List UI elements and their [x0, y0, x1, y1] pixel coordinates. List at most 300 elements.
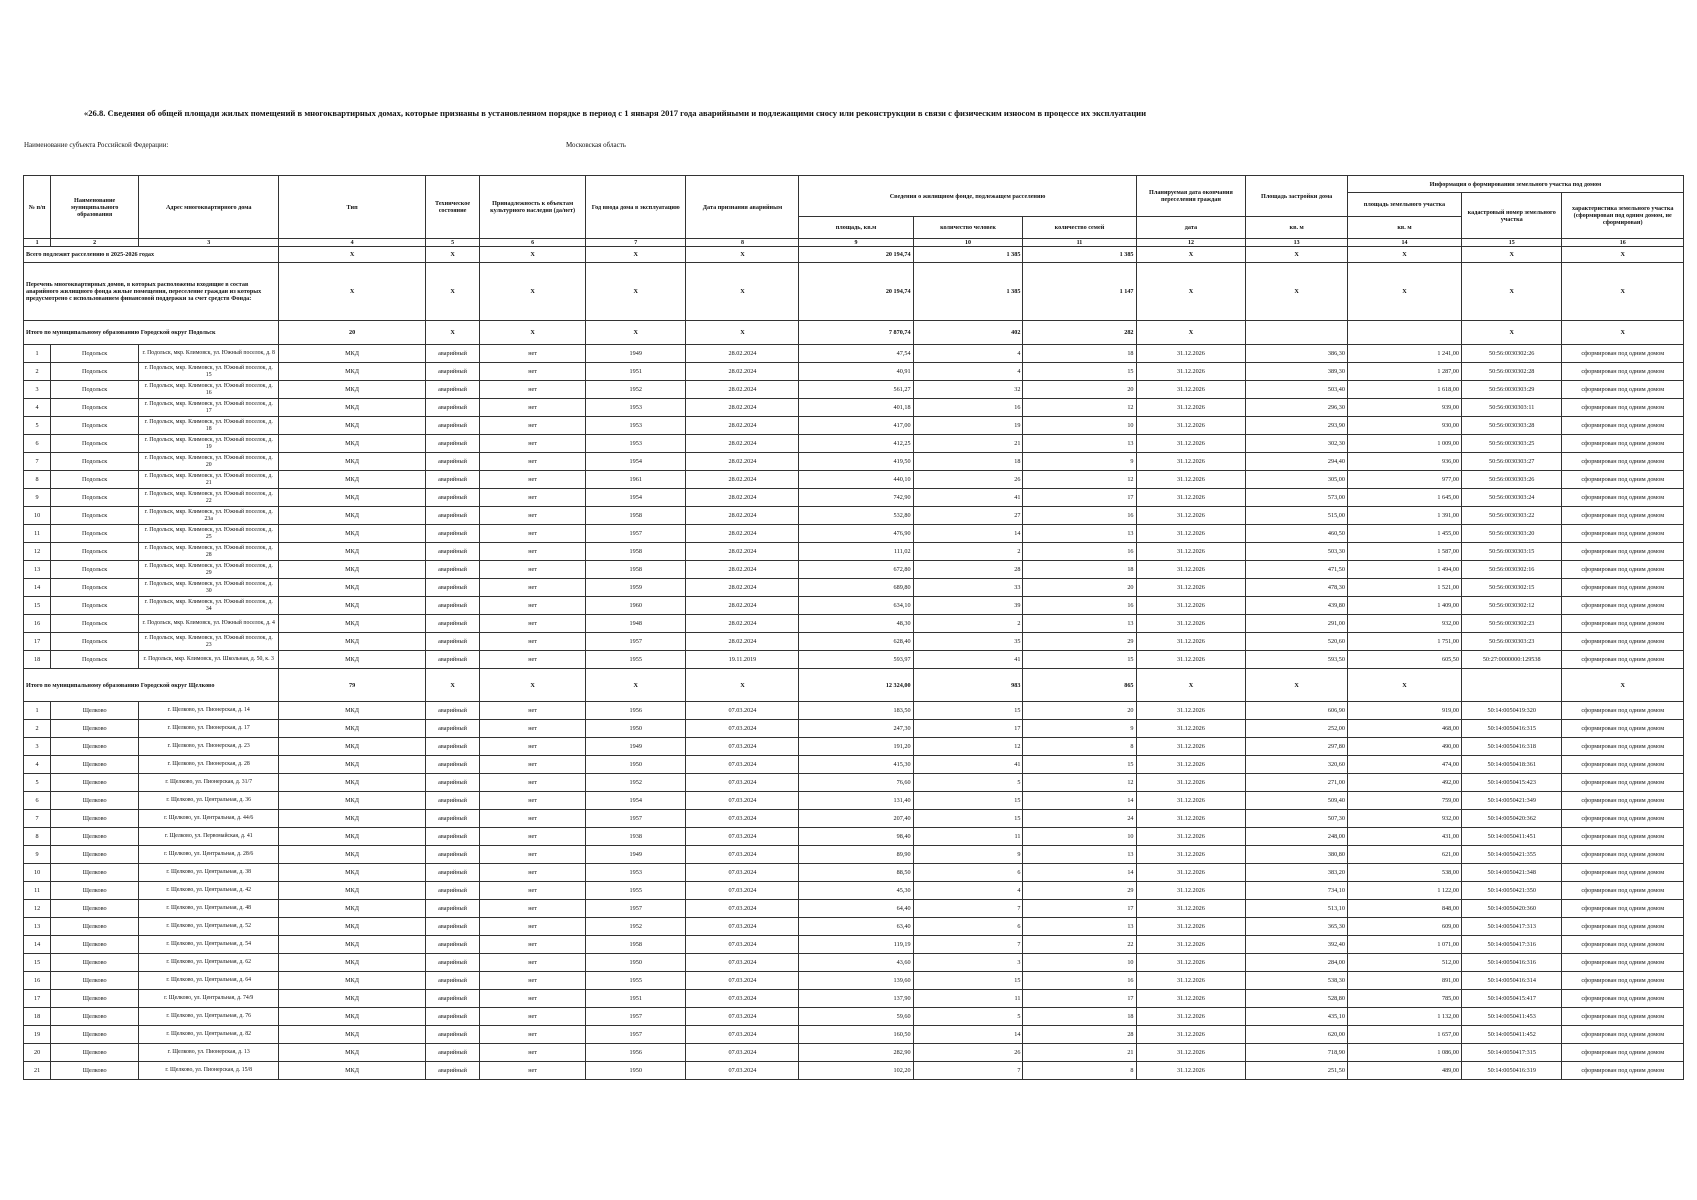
people-count-cell: 41: [913, 489, 1023, 507]
cadastral-number-cell: 50:14:0050417:316: [1461, 936, 1561, 954]
cadastral-number-cell: 50:56:0030303:27: [1461, 453, 1561, 471]
row-number-cell: 12: [24, 543, 51, 561]
table-row: [24, 579, 1684, 597]
municipality-cell: Щелково: [51, 1044, 139, 1062]
cadastral-number-cell: 50:56:0030303:11: [1461, 399, 1561, 417]
cadastral-number-cell: 50:56:0030303:28: [1461, 417, 1561, 435]
header-unit-sqm-land: кв. м: [1347, 217, 1461, 239]
build-year-cell: 1953: [585, 417, 685, 435]
table-row: [24, 345, 1684, 363]
header-families: количество семей: [1023, 217, 1136, 239]
people-count-cell: 2: [913, 543, 1023, 561]
land-characteristic-cell: сформирован под одним домом: [1562, 846, 1684, 864]
area-cell: 48,30: [799, 615, 913, 633]
column-number: 15: [1461, 239, 1561, 247]
end-date-cell: 31.12.2026: [1136, 651, 1246, 669]
people-count-cell: 14: [913, 525, 1023, 543]
build-area-cell: 248,00: [1246, 828, 1348, 846]
header-number: № п/п: [24, 176, 51, 239]
land-area-cell: 492,00: [1347, 774, 1461, 792]
table-row: [24, 525, 1684, 543]
heritage-cell: нет: [480, 381, 586, 399]
cadastral-number-cell: 50:14:0050416:319: [1461, 1062, 1561, 1080]
build-year-cell: 1952: [585, 381, 685, 399]
row-number-cell: 10: [24, 864, 51, 882]
row-number-cell: 3: [24, 738, 51, 756]
column-number: 12: [1136, 239, 1246, 247]
land-characteristic-cell: сформирован под одним домом: [1562, 435, 1684, 453]
heritage-cell: нет: [480, 1026, 586, 1044]
column-number: 9: [799, 239, 913, 247]
land-area-cell: 930,00: [1347, 417, 1461, 435]
end-date-cell: 31.12.2026: [1136, 756, 1246, 774]
build-year-cell: 1961: [585, 471, 685, 489]
house-type-cell: МКД: [279, 972, 426, 990]
address-cell: г. Щелково, ул. Центральная, д. 38: [139, 864, 279, 882]
land-area-cell: 977,00: [1347, 471, 1461, 489]
house-type-cell: МКД: [279, 936, 426, 954]
people-count-cell: 11: [913, 828, 1023, 846]
house-type-cell: МКД: [279, 990, 426, 1008]
municipality-cell: Щелково: [51, 882, 139, 900]
build-area-cell: 439,80: [1246, 597, 1348, 615]
summary-label: Перечень многоквартирных домов, в которых расположены входящие в состав аварийного жилищного фонда жилые помещения, переселение граждан из которых предусмотрено с использованием финансовой поддержки за счет средств Фонда:: [24, 263, 279, 321]
build-year-cell: 1949: [585, 345, 685, 363]
cadastral-number-cell: 50:56:0030302:23: [1461, 615, 1561, 633]
municipality-cell: Щелково: [51, 990, 139, 1008]
column-number: 8: [686, 239, 799, 247]
house-type-cell: МКД: [279, 828, 426, 846]
cadastral-number-cell: 50:14:0050421:349: [1461, 792, 1561, 810]
area-cell: 43,60: [799, 954, 913, 972]
end-date-cell: 31.12.2026: [1136, 417, 1246, 435]
emergency-date-cell: 07.03.2024: [686, 990, 799, 1008]
end-date-cell: 31.12.2026: [1136, 828, 1246, 846]
build-year-cell: 1949: [585, 738, 685, 756]
cadastral-number-cell: 50:14:0050411:452: [1461, 1026, 1561, 1044]
house-type-cell: МКД: [279, 1044, 426, 1062]
build-area-cell: 297,80: [1246, 738, 1348, 756]
emergency-date-cell: 28.02.2024: [686, 381, 799, 399]
cadastral-number-cell: 50:27:0000000:129538: [1461, 651, 1561, 669]
land-characteristic-cell: сформирован под одним домом: [1562, 453, 1684, 471]
end-date-cell: 31.12.2026: [1136, 381, 1246, 399]
table-row: [24, 918, 1684, 936]
family-count-cell: 16: [1023, 507, 1136, 525]
land-characteristic-cell: сформирован под одним домом: [1562, 561, 1684, 579]
municipality-cell: Подольск: [51, 345, 139, 363]
land-area-cell: 1 657,00: [1347, 1026, 1461, 1044]
row-number-cell: 11: [24, 525, 51, 543]
row-number-cell: 5: [24, 774, 51, 792]
schelkovo-total-row: [24, 669, 1684, 702]
municipality-cell: Щелково: [51, 954, 139, 972]
land-area-cell: 1 287,00: [1347, 363, 1461, 381]
emergency-date-cell: 28.02.2024: [686, 525, 799, 543]
cadastral-number-cell: 50:14:0050411:451: [1461, 828, 1561, 846]
tech-state-cell: аварийный: [425, 990, 479, 1008]
cadastral-number-cell: 50:14:0050419:320: [1461, 702, 1561, 720]
land-characteristic-cell: сформирован под одним домом: [1562, 954, 1684, 972]
tech-state-cell: аварийный: [425, 417, 479, 435]
family-count-cell: 12: [1023, 399, 1136, 417]
land-area-cell: 1 494,00: [1347, 561, 1461, 579]
family-count-cell: 29: [1023, 882, 1136, 900]
address-cell: г. Подольск, мкр. Климовск, ул. Южный поселок, д. 8: [139, 345, 279, 363]
area-cell: 532,80: [799, 507, 913, 525]
row-number-cell: 7: [24, 453, 51, 471]
area-cell: 689,80: [799, 579, 913, 597]
land-characteristic-cell: сформирован под одним домом: [1562, 882, 1684, 900]
end-date-cell: 31.12.2026: [1136, 936, 1246, 954]
cadastral-number-cell: 50:56:0030303:20: [1461, 525, 1561, 543]
cadastral-number-cell: 50:14:0050416:316: [1461, 954, 1561, 972]
municipality-cell: Подольск: [51, 471, 139, 489]
land-characteristic-cell: сформирован под одним домом: [1562, 381, 1684, 399]
land-characteristic-cell: сформирован под одним домом: [1562, 972, 1684, 990]
row-number-cell: 9: [24, 846, 51, 864]
family-count-cell: 13: [1023, 525, 1136, 543]
build-year-cell: 1952: [585, 918, 685, 936]
build-year-cell: 1960: [585, 597, 685, 615]
build-area-cell: 573,00: [1246, 489, 1348, 507]
house-type-cell: МКД: [279, 579, 426, 597]
heritage-cell: нет: [480, 345, 586, 363]
row-number-cell: 17: [24, 633, 51, 651]
house-type-cell: МКД: [279, 381, 426, 399]
land-characteristic-cell: сформирован под одним домом: [1562, 651, 1684, 669]
build-year-cell: 1956: [585, 702, 685, 720]
tech-state-cell: аварийный: [425, 774, 479, 792]
area-cell: 247,30: [799, 720, 913, 738]
header-date: дата: [1136, 217, 1246, 239]
land-area-cell: 1 391,00: [1347, 507, 1461, 525]
municipality-cell: Щелково: [51, 936, 139, 954]
summary-cell: X: [425, 263, 479, 321]
emergency-date-cell: 28.02.2024: [686, 615, 799, 633]
land-area-cell: 490,00: [1347, 738, 1461, 756]
emergency-date-cell: 28.02.2024: [686, 489, 799, 507]
table-row: [24, 864, 1684, 882]
people-count-cell: 11: [913, 990, 1023, 1008]
emergency-date-cell: 07.03.2024: [686, 774, 799, 792]
emergency-date-cell: 07.03.2024: [686, 702, 799, 720]
table-row: [24, 1044, 1684, 1062]
land-area-cell: 891,00: [1347, 972, 1461, 990]
summary-cell: X: [1562, 263, 1684, 321]
end-date-cell: 31.12.2026: [1136, 525, 1246, 543]
family-count-cell: 20: [1023, 381, 1136, 399]
family-count-cell: 9: [1023, 720, 1136, 738]
municipality-cell: Подольск: [51, 561, 139, 579]
people-count-cell: 9: [913, 846, 1023, 864]
build-year-cell: 1958: [585, 507, 685, 525]
end-date-cell: 31.12.2026: [1136, 1044, 1246, 1062]
build-area-cell: 389,30: [1246, 363, 1348, 381]
summary-label: Итого по муниципальному образованию Городской округ Подольск: [24, 321, 279, 345]
house-type-cell: МКД: [279, 525, 426, 543]
heritage-cell: нет: [480, 597, 586, 615]
house-type-cell: МКД: [279, 756, 426, 774]
land-area-cell: 932,00: [1347, 810, 1461, 828]
land-area-cell: 621,00: [1347, 846, 1461, 864]
tech-state-cell: аварийный: [425, 1044, 479, 1062]
end-date-cell: 31.12.2026: [1136, 507, 1246, 525]
emergency-date-cell: 07.03.2024: [686, 1062, 799, 1080]
address-cell: г. Щелково, ул. Первомайская, д. 41: [139, 828, 279, 846]
summary-cell: 1 385: [1023, 247, 1136, 263]
end-date-cell: 31.12.2026: [1136, 738, 1246, 756]
tech-state-cell: аварийный: [425, 381, 479, 399]
tech-state-cell: аварийный: [425, 525, 479, 543]
address-cell: г. Щелково, ул. Центральная, д. 54: [139, 936, 279, 954]
build-area-cell: 528,80: [1246, 990, 1348, 1008]
podolsk-total-row: [24, 321, 1684, 345]
end-date-cell: 31.12.2026: [1136, 471, 1246, 489]
row-number-cell: 15: [24, 597, 51, 615]
build-area-cell: 513,10: [1246, 900, 1348, 918]
house-type-cell: МКД: [279, 615, 426, 633]
summary-cell: X: [480, 263, 586, 321]
tech-state-cell: аварийный: [425, 579, 479, 597]
tech-state-cell: аварийный: [425, 1062, 479, 1080]
table-row: [24, 990, 1684, 1008]
build-area-cell: 291,00: [1246, 615, 1348, 633]
build-year-cell: 1957: [585, 1008, 685, 1026]
heritage-cell: нет: [480, 615, 586, 633]
municipality-cell: Щелково: [51, 828, 139, 846]
address-cell: г. Подольск, мкр. Климовск, ул. Южный поселок, д. 30: [139, 579, 279, 597]
cadastral-number-cell: 50:14:0050416:314: [1461, 972, 1561, 990]
land-characteristic-cell: сформирован под одним домом: [1562, 543, 1684, 561]
header-municipality: Наименование муниципального образования: [51, 176, 139, 239]
area-cell: 742,90: [799, 489, 913, 507]
house-type-cell: МКД: [279, 507, 426, 525]
row-number-cell: 4: [24, 756, 51, 774]
row-number-cell: 19: [24, 1026, 51, 1044]
table-row: [24, 720, 1684, 738]
build-year-cell: 1958: [585, 543, 685, 561]
build-area-cell: 293,90: [1246, 417, 1348, 435]
row-number-cell: 3: [24, 381, 51, 399]
table-row: [24, 453, 1684, 471]
table-row: [24, 651, 1684, 669]
address-cell: г. Щелково, ул. Пионерская, д. 13: [139, 1044, 279, 1062]
end-date-cell: 31.12.2026: [1136, 615, 1246, 633]
row-number-cell: 1: [24, 345, 51, 363]
area-cell: 561,27: [799, 381, 913, 399]
end-date-cell: 31.12.2026: [1136, 543, 1246, 561]
build-area-cell: 593,50: [1246, 651, 1348, 669]
table-row: [24, 702, 1684, 720]
table-row: [24, 846, 1684, 864]
people-count-cell: 6: [913, 864, 1023, 882]
summary-label: Всего подлежит расселению в 2025-2026 годах: [24, 247, 279, 263]
address-cell: г. Щелково, ул. Центральная, д. 36: [139, 792, 279, 810]
emergency-date-cell: 28.02.2024: [686, 471, 799, 489]
land-area-cell: 759,00: [1347, 792, 1461, 810]
address-cell: г. Подольск, мкр. Климовск, ул. Южный поселок, д. 19: [139, 435, 279, 453]
land-area-cell: 605,50: [1347, 651, 1461, 669]
heritage-cell: нет: [480, 1062, 586, 1080]
area-cell: 98,40: [799, 828, 913, 846]
summary-cell: [1347, 321, 1461, 345]
table-row: [24, 399, 1684, 417]
heritage-cell: нет: [480, 972, 586, 990]
header-unit-sqm: кв. м: [1246, 217, 1348, 239]
subject-label: Наименование субъекта Российской Федерации:: [24, 141, 169, 149]
row-number-cell: 13: [24, 918, 51, 936]
emergency-date-cell: 28.02.2024: [686, 363, 799, 381]
people-count-cell: 5: [913, 1008, 1023, 1026]
build-year-cell: 1949: [585, 846, 685, 864]
family-count-cell: 16: [1023, 597, 1136, 615]
tech-state-cell: аварийный: [425, 633, 479, 651]
emergency-date-cell: 28.02.2024: [686, 435, 799, 453]
cadastral-number-cell: 50:56:0030302:26: [1461, 345, 1561, 363]
area-cell: 672,80: [799, 561, 913, 579]
cadastral-number-cell: 50:56:0030303:29: [1461, 381, 1561, 399]
summary-cell: X: [1246, 263, 1348, 321]
emergency-date-cell: 07.03.2024: [686, 720, 799, 738]
area-cell: 440,10: [799, 471, 913, 489]
row-number-cell: 21: [24, 1062, 51, 1080]
build-area-cell: 503,30: [1246, 543, 1348, 561]
summary-cell: 282: [1023, 321, 1136, 345]
row-number-cell: 9: [24, 489, 51, 507]
build-year-cell: 1957: [585, 810, 685, 828]
area-cell: 183,50: [799, 702, 913, 720]
family-count-cell: 18: [1023, 561, 1136, 579]
cadastral-number-cell: 50:14:0050420:360: [1461, 900, 1561, 918]
build-year-cell: 1951: [585, 363, 685, 381]
header-cadastral: кадастровый номер земельного участка: [1461, 193, 1561, 239]
summary-cell: X: [686, 669, 799, 702]
house-type-cell: МКД: [279, 702, 426, 720]
municipality-cell: Подольск: [51, 381, 139, 399]
heritage-cell: нет: [480, 738, 586, 756]
build-year-cell: 1954: [585, 453, 685, 471]
cadastral-number-cell: 50:14:0050417:313: [1461, 918, 1561, 936]
people-count-cell: 15: [913, 810, 1023, 828]
municipality-cell: Подольск: [51, 597, 139, 615]
housing-table: [23, 175, 1684, 1080]
build-year-cell: 1959: [585, 579, 685, 597]
people-count-cell: 33: [913, 579, 1023, 597]
address-cell: г. Подольск, мкр. Климовск, ул. Южный поселок, д. 15: [139, 363, 279, 381]
emergency-date-cell: 07.03.2024: [686, 1008, 799, 1026]
address-cell: г. Щелково, ул. Центральная, д. 28/6: [139, 846, 279, 864]
tech-state-cell: аварийный: [425, 792, 479, 810]
house-type-cell: МКД: [279, 471, 426, 489]
build-area-cell: 620,00: [1246, 1026, 1348, 1044]
municipality-cell: Щелково: [51, 1026, 139, 1044]
end-date-cell: 31.12.2026: [1136, 810, 1246, 828]
summary-cell: X: [425, 247, 479, 263]
summary-cell: X: [1562, 669, 1684, 702]
column-number: 2: [51, 239, 139, 247]
heritage-cell: нет: [480, 453, 586, 471]
tech-state-cell: аварийный: [425, 345, 479, 363]
address-cell: г. Подольск, мкр. Климовск, ул. Южный поселок, д. 21: [139, 471, 279, 489]
family-count-cell: 15: [1023, 651, 1136, 669]
end-date-cell: 31.12.2026: [1136, 792, 1246, 810]
tech-state-cell: аварийный: [425, 507, 479, 525]
emergency-date-cell: 28.02.2024: [686, 453, 799, 471]
address-cell: г. Подольск, мкр. Климовск, ул. Южный поселок, д. 23а: [139, 507, 279, 525]
cadastral-number-cell: 50:14:0050418:361: [1461, 756, 1561, 774]
emergency-date-cell: 07.03.2024: [686, 1044, 799, 1062]
address-cell: г. Щелково, ул. Центральная, д. 74/9: [139, 990, 279, 1008]
row-number-cell: 10: [24, 507, 51, 525]
heritage-cell: нет: [480, 507, 586, 525]
land-characteristic-cell: сформирован под одним домом: [1562, 864, 1684, 882]
row-number-cell: 11: [24, 882, 51, 900]
area-cell: 419,50: [799, 453, 913, 471]
house-type-cell: МКД: [279, 720, 426, 738]
address-cell: г. Подольск, мкр. Климовск, ул. Южный поселок, д. 34: [139, 597, 279, 615]
summary-cell: X: [1461, 247, 1561, 263]
summary-cell: X: [1562, 247, 1684, 263]
end-date-cell: 31.12.2026: [1136, 702, 1246, 720]
heritage-cell: нет: [480, 990, 586, 1008]
build-area-cell: 503,40: [1246, 381, 1348, 399]
land-area-cell: 1 086,00: [1347, 1044, 1461, 1062]
build-year-cell: 1950: [585, 756, 685, 774]
end-date-cell: 31.12.2026: [1136, 990, 1246, 1008]
people-count-cell: 15: [913, 702, 1023, 720]
summary-cell: X: [279, 247, 426, 263]
heritage-cell: нет: [480, 756, 586, 774]
build-area-cell: 271,00: [1246, 774, 1348, 792]
land-characteristic-cell: сформирован под одним домом: [1562, 597, 1684, 615]
end-date-cell: 31.12.2026: [1136, 399, 1246, 417]
land-area-cell: 1 618,00: [1347, 381, 1461, 399]
municipality-cell: Подольск: [51, 651, 139, 669]
tech-state-cell: аварийный: [425, 738, 479, 756]
header-housing-group: Сведения о жилищном фонде, подлежащем расселению: [799, 176, 1136, 217]
build-area-cell: 294,40: [1246, 453, 1348, 471]
end-date-cell: 31.12.2026: [1136, 579, 1246, 597]
table-row: [24, 633, 1684, 651]
column-numbers-row: [24, 239, 1684, 247]
address-cell: г. Подольск, мкр. Климовск, ул. Южный поселок, д. 16: [139, 381, 279, 399]
table-row: [24, 1062, 1684, 1080]
row-number-cell: 2: [24, 363, 51, 381]
land-area-cell: 512,00: [1347, 954, 1461, 972]
table-row: [24, 381, 1684, 399]
address-cell: г. Щелково, ул. Пионерская, д. 17: [139, 720, 279, 738]
summary-cell: 1 147: [1023, 263, 1136, 321]
summary-cell: 983: [913, 669, 1023, 702]
land-area-cell: 1 071,00: [1347, 936, 1461, 954]
family-count-cell: 28: [1023, 1026, 1136, 1044]
tech-state-cell: аварийный: [425, 810, 479, 828]
build-year-cell: 1954: [585, 792, 685, 810]
land-characteristic-cell: сформирован под одним домом: [1562, 774, 1684, 792]
people-count-cell: 39: [913, 597, 1023, 615]
cadastral-number-cell: 50:56:0030303:23: [1461, 633, 1561, 651]
house-type-cell: МКД: [279, 363, 426, 381]
tech-state-cell: аварийный: [425, 936, 479, 954]
cadastral-number-cell: 50:14:0050421:350: [1461, 882, 1561, 900]
build-area-cell: 478,30: [1246, 579, 1348, 597]
area-cell: 119,19: [799, 936, 913, 954]
land-characteristic-cell: сформирован под одним домом: [1562, 1008, 1684, 1026]
summary-cell: 12 324,00: [799, 669, 913, 702]
heritage-cell: нет: [480, 651, 586, 669]
row-number-cell: 17: [24, 990, 51, 1008]
